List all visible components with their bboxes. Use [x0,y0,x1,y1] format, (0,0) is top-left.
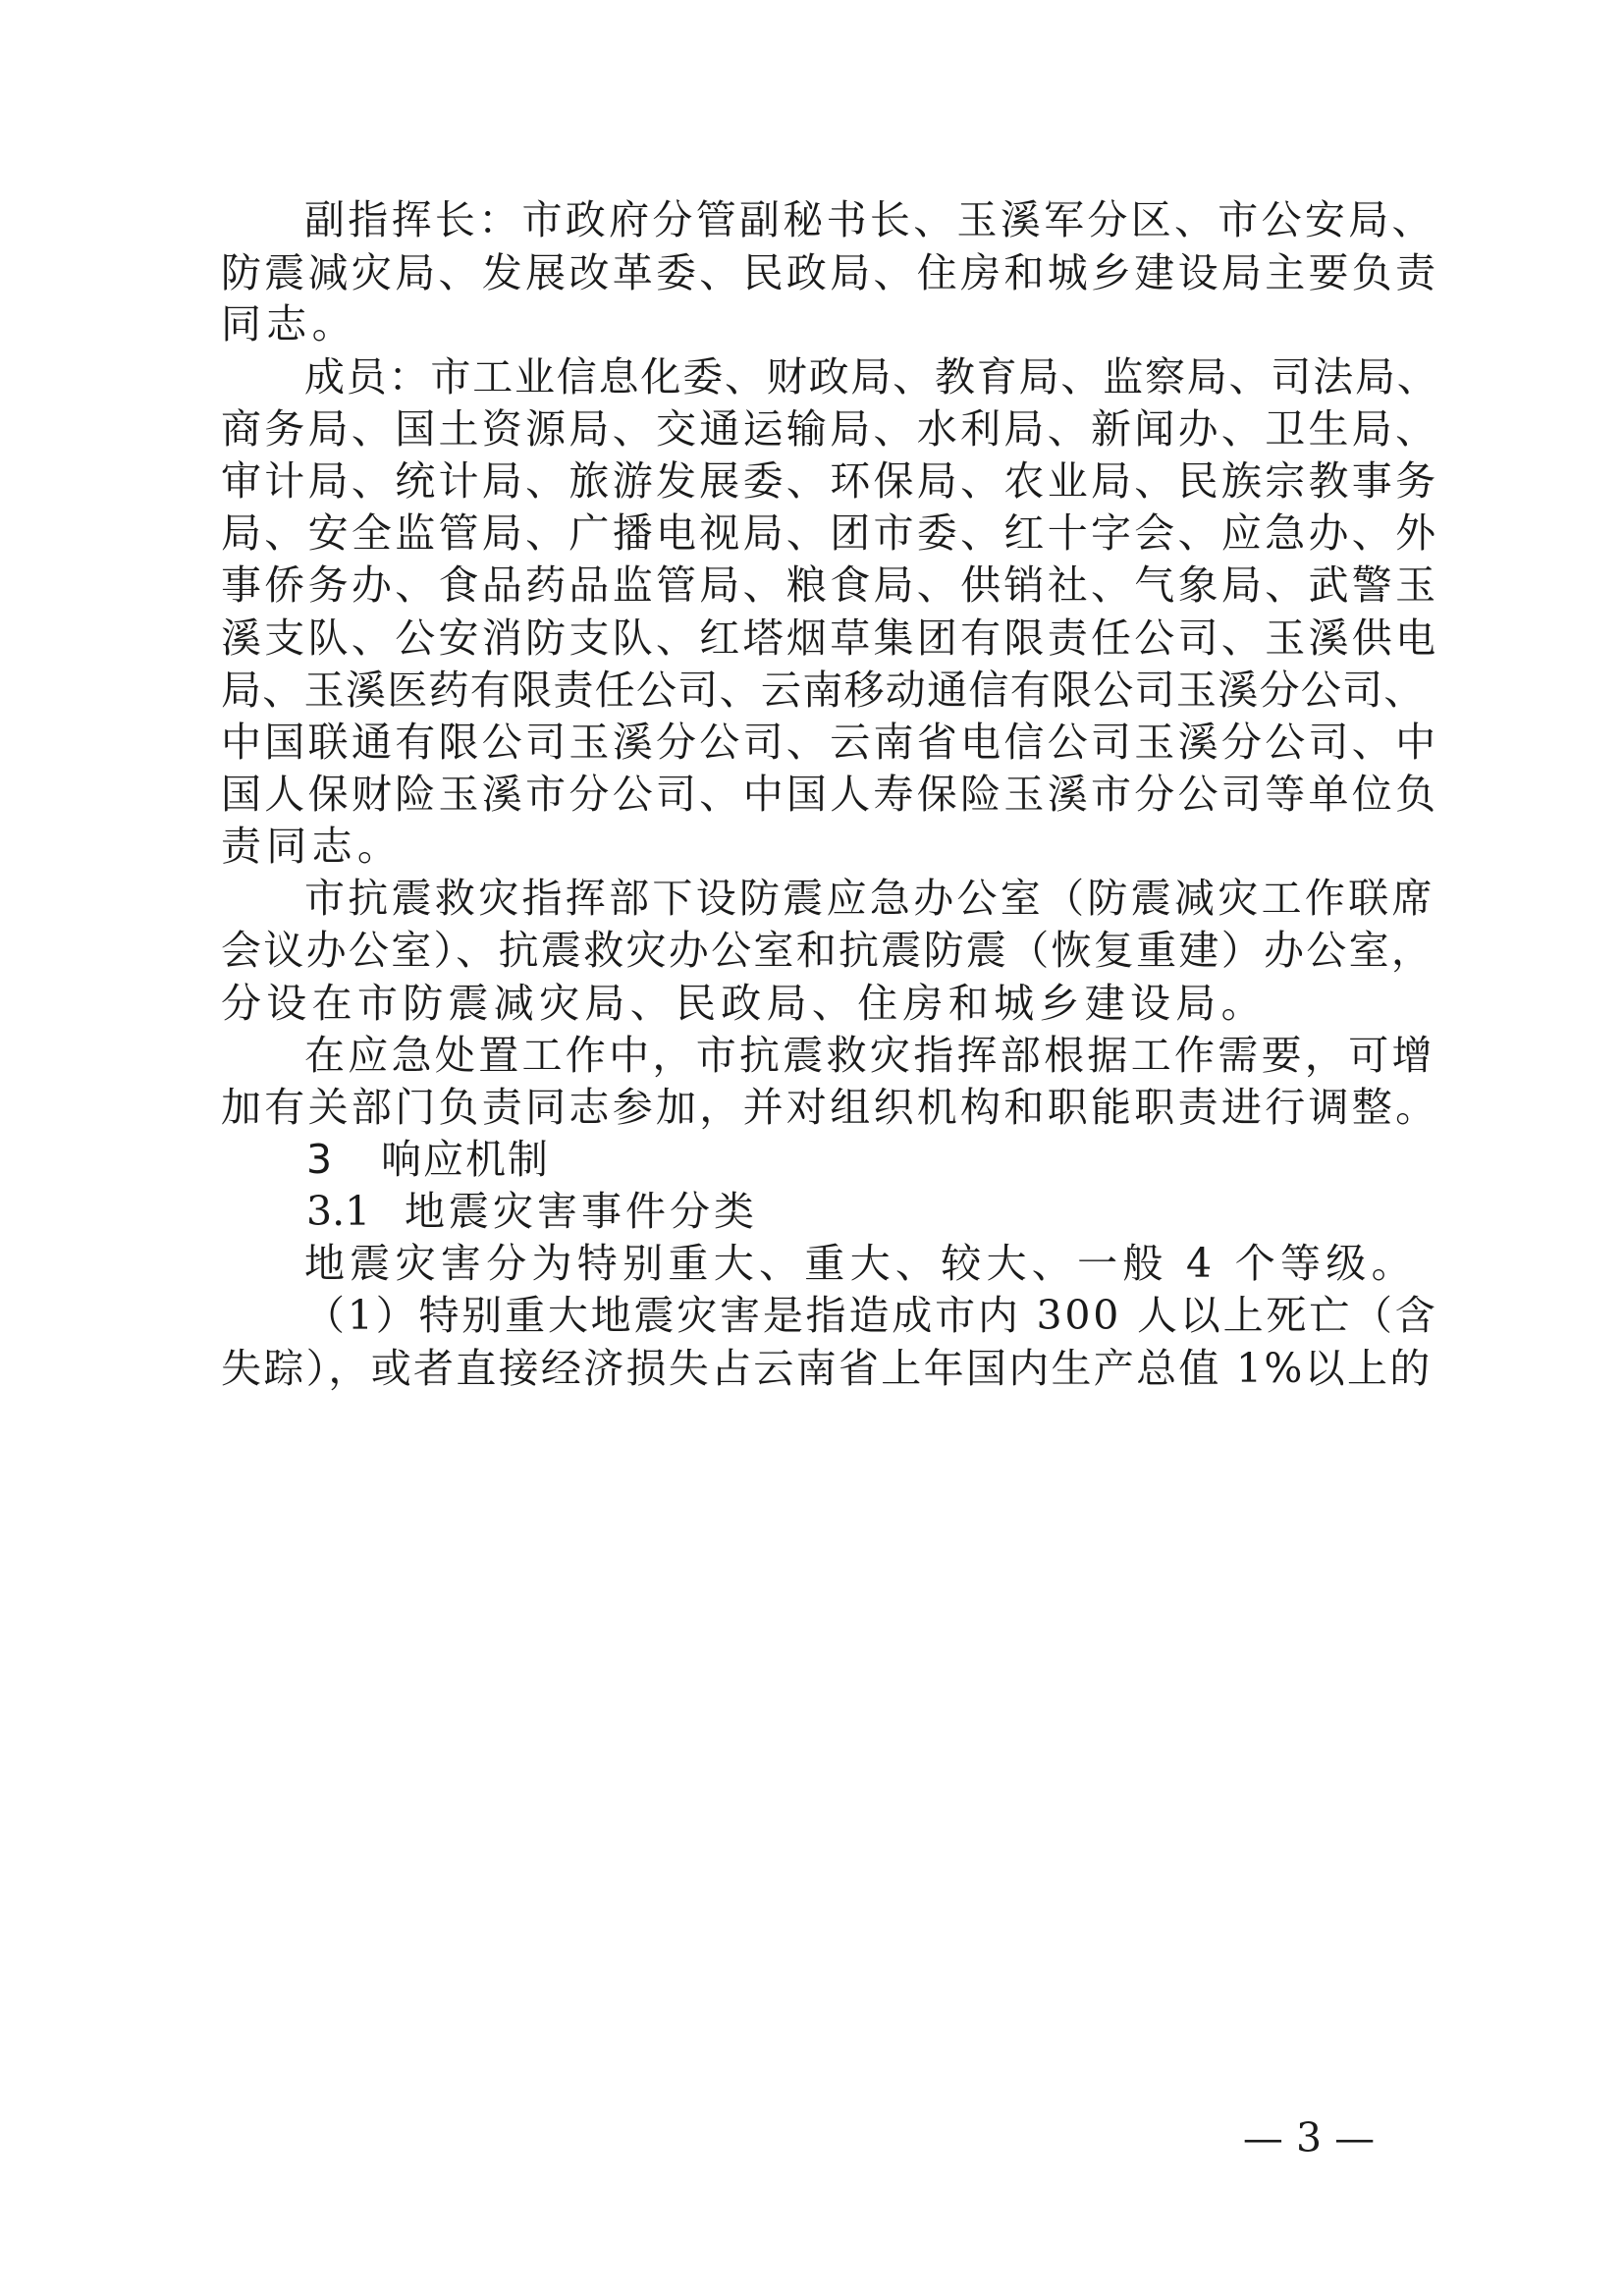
text-line: 市抗震救灾指挥部下设防震应急办公室（防震减灾工作联席 [304,875,1435,922]
text-line: 会议办公室）、抗震救灾办公室和抗震防震（恢复重建）办公室， [221,927,1435,974]
text-line: 审计局、统计局、旅游发展委、环保局、农业局、民族宗教事务 [221,457,1439,505]
section-title: 响应机制 [381,1136,550,1183]
subsection-title: 地震灾害事件分类 [405,1188,758,1235]
text-line: 商务局、国土资源局、交通运输局、水利局、新闻办、卫生局、 [221,405,1439,453]
text-line: 责同志。 [221,823,404,870]
text-line: 中国联通有限公司玉溪分公司、云南省电信公司玉溪分公司、中 [221,719,1439,766]
text-line: 成员：市工业信息化委、财政局、教育局、监察局、司法局、 [304,353,1439,400]
text-line: 国人保财险玉溪市分公司、中国人寿保险玉溪市分公司等单位负 [221,771,1439,818]
text-line: 副指挥长：市政府分管副秘书长、玉溪军分区、市公安局、 [304,196,1435,243]
text-line: （1）特别重大地震灾害是指造成市内 300 人以上死亡（含 [304,1292,1438,1339]
text-line: 局、安全监管局、广播电视局、团市委、红十字会、应急办、外 [221,509,1439,557]
text-line: 地震灾害分为特别重大、重大、较大、一般 4 个等级。 [304,1240,1417,1287]
text-line: 溪支队、公安消防支队、红塔烟草集团有限责任公司、玉溪供电 [221,614,1439,662]
text-line: 在应急处置工作中，市抗震救灾指挥部根据工作需要，可增 [304,1032,1435,1079]
text-line: 分设在市防震减灾局、民政局、住房和城乡建设局。 [221,980,1267,1027]
text-line: 加有关部门负责同志参加，并对组织机构和职能职责进行调整。 [221,1084,1439,1131]
text-line: 失踪），或者直接经济损失占云南省上年国内生产总值 1%以上的 [221,1345,1433,1392]
page-number: — 3 — [1242,2114,1376,2162]
subsection-number: 3.1 [306,1188,371,1235]
text-line: 防震减灾局、发展改革委、民政局、住房和城乡建设局主要负责 [221,249,1439,296]
subsection-heading [306,1188,758,1235]
section-number: 3 [306,1136,335,1183]
text-line: 事侨务办、食品药品监管局、粮食局、供销社、气象局、武警玉 [221,561,1439,609]
text-line: 同志。 [221,300,357,347]
text-line: 局、玉溪医药有限责任公司、云南移动通信有限公司玉溪分公司、 [221,667,1426,714]
section-heading [306,1136,550,1183]
